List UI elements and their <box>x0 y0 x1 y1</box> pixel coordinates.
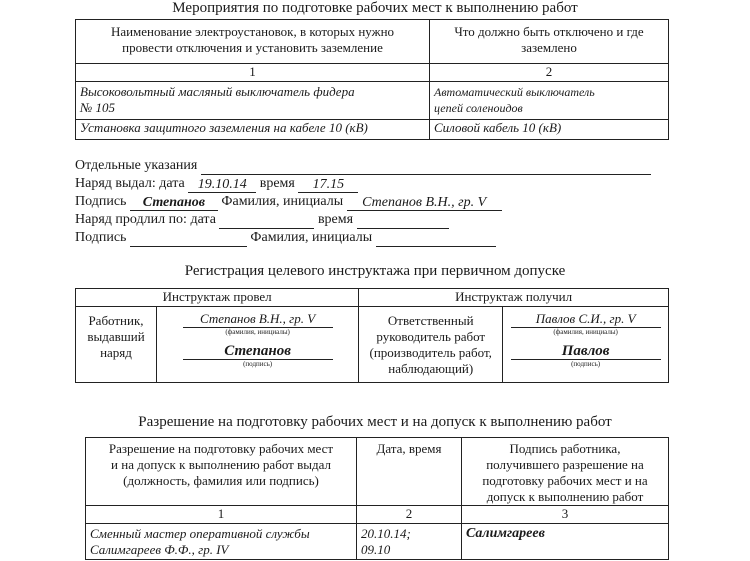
s2-received-sign: Павлов <box>511 343 661 360</box>
extended-time-label: время <box>317 212 354 227</box>
s1-row2-col2: Силовой кабель 10 (кВ) <box>430 120 669 140</box>
s2-received-sign-caption: (подпись) <box>571 360 601 368</box>
section1-title: Мероприятия по подготовке рабочих мест к выполнению работ <box>172 0 578 16</box>
s3-row-col2 <box>357 524 462 560</box>
issued-sign: Степанов <box>130 195 218 211</box>
s2-conducted-sig <box>157 307 359 383</box>
s3-row-b2: 09.10 <box>361 542 391 557</box>
s3-col3-l4: допуск к выполнению работ <box>486 489 644 504</box>
s2-worker-l3: наряд <box>100 345 132 360</box>
issued-name: Степанов В.Н., гр. V <box>347 195 502 211</box>
s3-num-2: 2 <box>357 506 462 524</box>
line-extended-sign <box>75 229 651 247</box>
s1-col2-header-l2: заземлено <box>521 40 577 55</box>
s3-col2-header: Дата, время <box>357 438 462 506</box>
s3-row-a2: Салимгареев Ф.Ф., гр. IV <box>90 542 229 557</box>
s2-received-header: Инструктаж получил <box>359 289 669 307</box>
line-extended <box>75 211 651 229</box>
s2-received-sig <box>503 307 669 383</box>
extended-date <box>219 213 314 229</box>
extended-sign <box>130 231 247 247</box>
s2-worker-l1: Работник, <box>88 313 144 328</box>
s3-row-col1 <box>86 524 357 560</box>
separate-field <box>201 159 651 175</box>
s2-conducted-name-caption: (фамилия, инициалы) <box>225 328 290 336</box>
s1-row1-b1: Автоматический выключатель <box>434 85 595 99</box>
s3-row-a1: Сменный мастер оперативной службы <box>90 526 310 541</box>
s2-resp-l3: (производитель работ, <box>369 345 492 360</box>
s3-col3-l2: получившего разрешение на <box>486 457 644 472</box>
s1-row1-col2 <box>430 82 669 120</box>
s3-num-3: 3 <box>462 506 669 524</box>
s2-resp-l1: Ответственный <box>387 313 474 328</box>
s2-resp-l2: руководитель работ <box>376 329 486 344</box>
issued-name-label: Фамилия, инициалы <box>221 194 344 209</box>
s1-row1-a2: № 105 <box>80 100 116 115</box>
s2-resp-label <box>359 307 503 383</box>
s2-conducted-sign: Степанов <box>183 343 333 360</box>
issued-label: Наряд выдал: дата <box>75 176 185 191</box>
extended-name-label: Фамилия, инициалы <box>250 230 373 245</box>
line-issued <box>75 175 651 193</box>
extended-label: Наряд продлил по: дата <box>75 212 216 227</box>
s1-row1-b2: цепей соленоидов <box>434 101 523 115</box>
s3-row-b1: 20.10.14; <box>361 526 411 541</box>
s3-num-1: 1 <box>86 506 357 524</box>
issued-date: 19.10.14 <box>188 177 256 193</box>
s1-col1-header <box>76 20 430 64</box>
issued-sign-label: Подпись <box>75 194 127 209</box>
line-separate <box>75 157 651 175</box>
section2-table <box>75 288 669 383</box>
s2-conducted-sign-caption: (подпись) <box>243 360 273 368</box>
s3-col1-l2: и на допуск к выполнению работ выдал <box>111 457 331 472</box>
s1-row1-col1 <box>76 82 430 120</box>
section1-table <box>75 19 669 140</box>
s2-received-name: Павлов С.И., гр. V <box>511 311 661 328</box>
section3-title: Разрешение на подготовку рабочих мест и на допуск к выполнению работ <box>138 414 612 430</box>
s1-num-1: 1 <box>76 64 430 82</box>
s1-col2-header-l1: Что должно быть отключено и где <box>454 24 644 39</box>
s1-num-2: 2 <box>430 64 669 82</box>
section3-table <box>85 437 669 560</box>
s1-col1-header-l1: Наименование электроустановок, в которых нужно <box>110 24 395 39</box>
s2-conducted-name: Степанов В.Н., гр. V <box>183 311 333 328</box>
s2-worker-l2: выдавший <box>87 329 145 344</box>
s2-resp-l4: наблюдающий) <box>388 361 474 376</box>
s2-worker-label <box>76 307 157 383</box>
issued-time-label: время <box>259 176 295 191</box>
s1-row2-col1: Установка защитного заземления на кабеле 10 (кВ) <box>76 120 430 140</box>
section2-title: Регистрация целевого инструктажа при первичном допуске <box>184 263 566 279</box>
s3-col1-l1: Разрешение на подготовку рабочих мест <box>108 441 334 456</box>
instructions-block <box>75 157 651 247</box>
s3-row-col3: Салимгареев <box>462 524 669 560</box>
s3-col3-l3: подготовку рабочих мест и на <box>482 473 648 488</box>
s3-col3-header <box>462 438 669 506</box>
extended-time <box>357 213 449 229</box>
s1-col1-header-l2: провести отключения и установить заземление <box>122 40 383 55</box>
extended-name <box>376 231 496 247</box>
s1-col2-header <box>430 20 669 64</box>
s3-col1-l3: (должность, фамилия или подпись) <box>123 473 319 488</box>
s2-conducted-header: Инструктаж провел <box>76 289 359 307</box>
extended-sign-label: Подпись <box>75 230 127 245</box>
s3-col1-header <box>86 438 357 506</box>
separate-label: Отдельные указания <box>75 158 198 173</box>
line-issued-sign <box>75 193 651 211</box>
s2-received-name-caption: (фамилия, инициалы) <box>553 328 618 336</box>
issued-time: 17.15 <box>298 177 358 193</box>
s3-col3-l1: Подпись работника, <box>509 441 621 456</box>
s1-row1-a1: Высоковольтный масляный выключатель фидера <box>80 84 355 99</box>
